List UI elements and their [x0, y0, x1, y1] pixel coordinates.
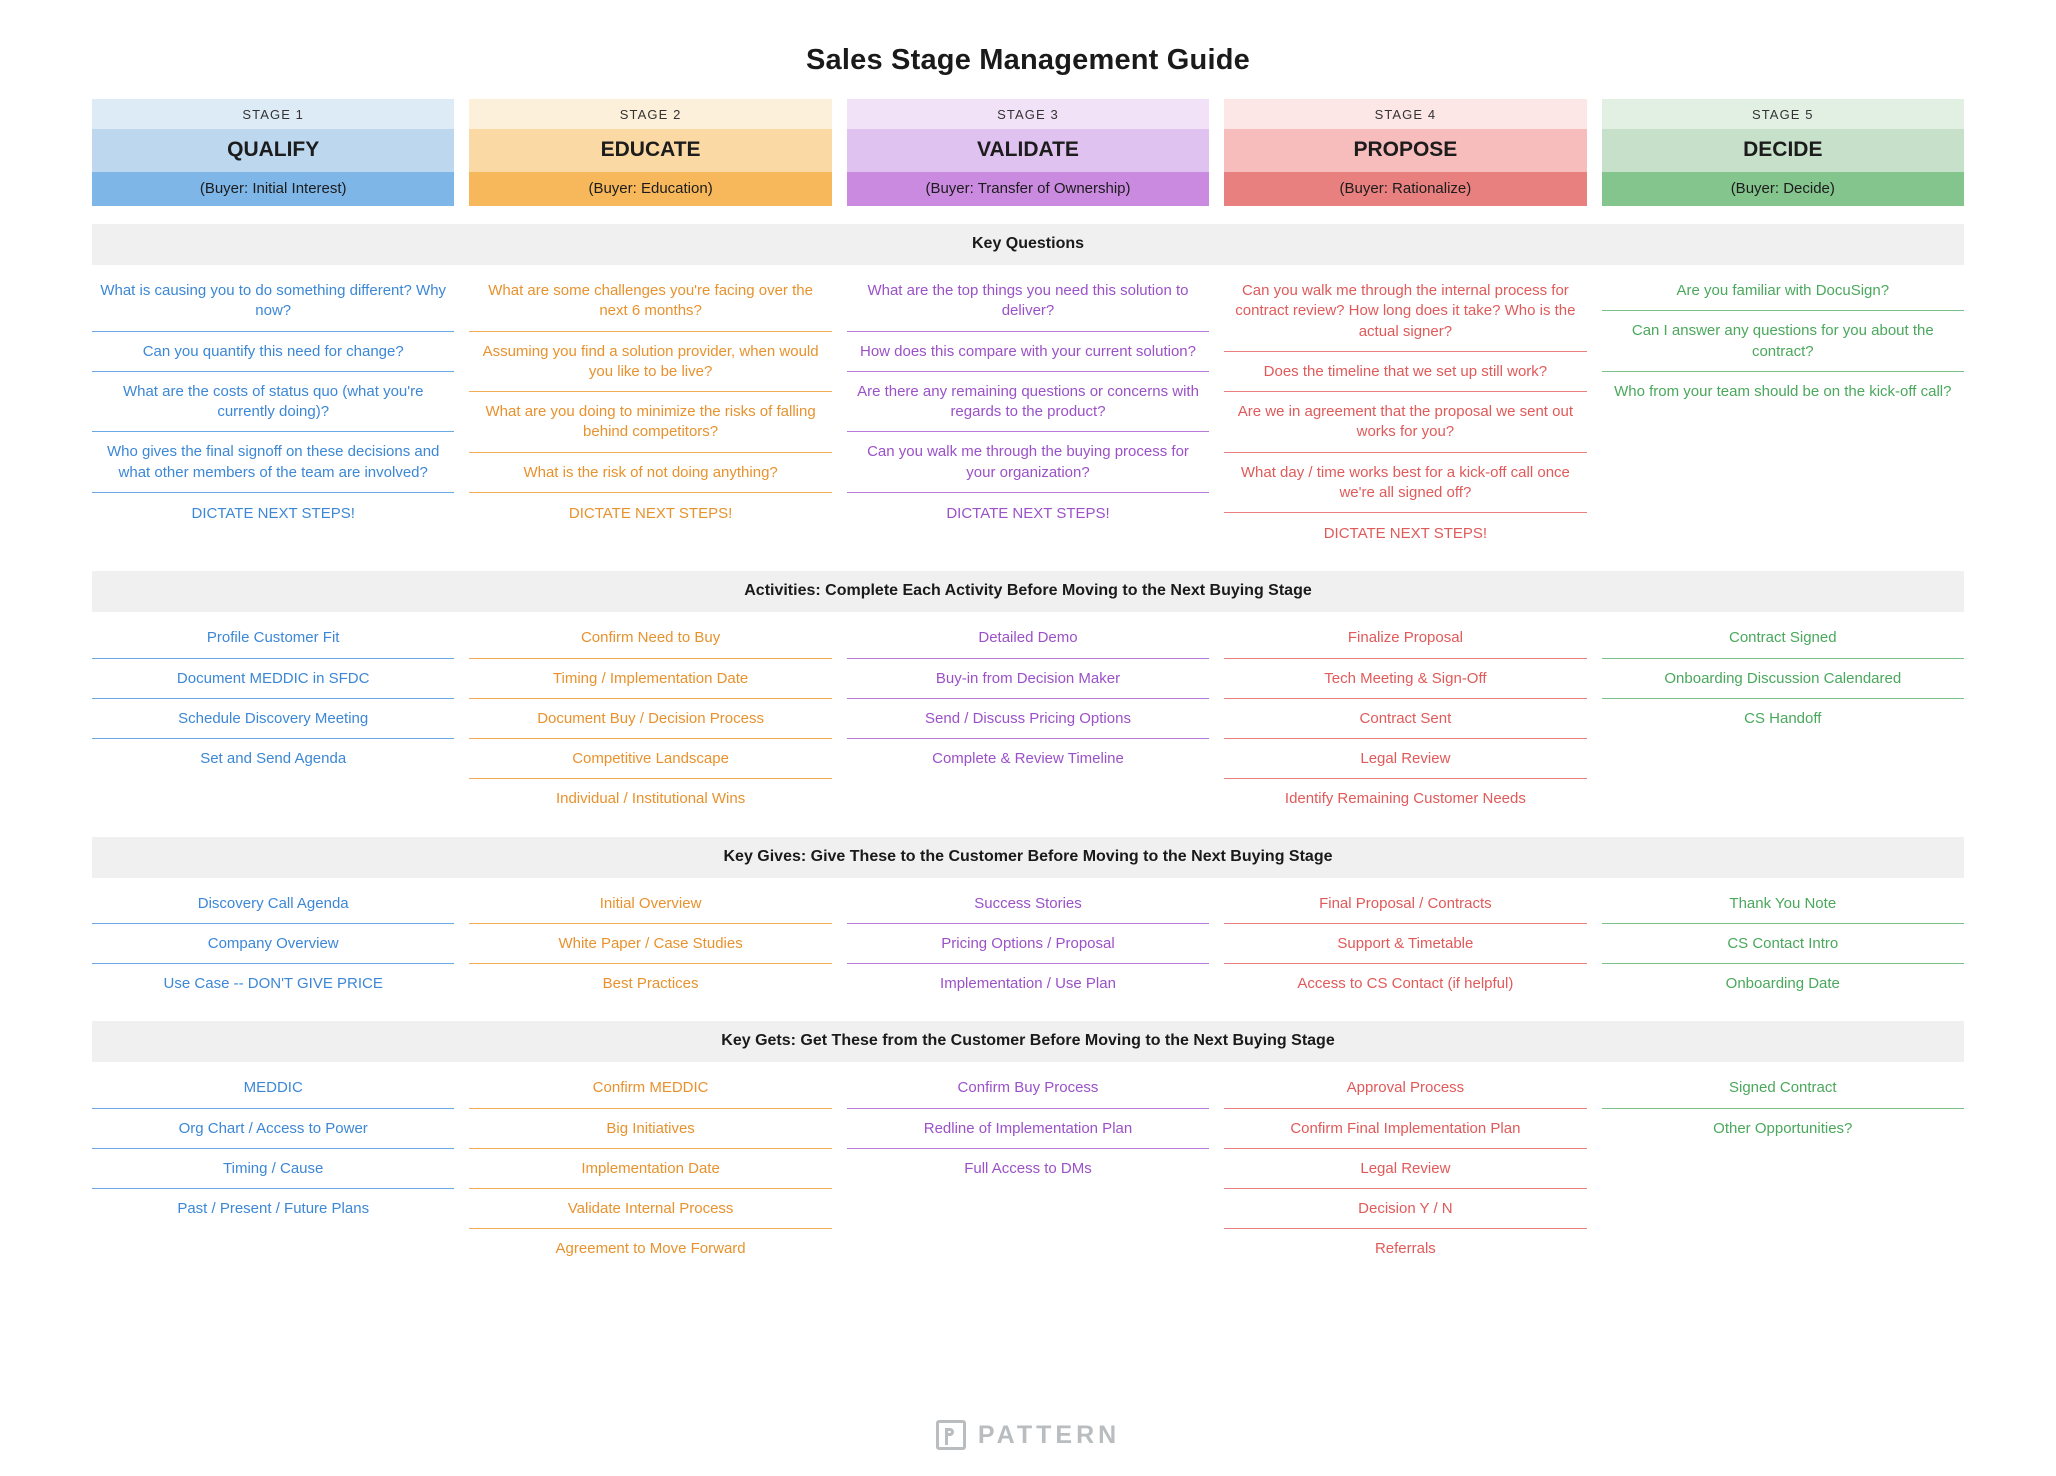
stage-number-5: STAGE 5 [1602, 99, 1964, 129]
section-3-column-2 [469, 884, 831, 1004]
list-item: Past / Present / Future Plans [177, 1200, 370, 1217]
list-item: Who gives the final signoff on these decisions and what other members of the team are involved? [92, 432, 454, 493]
stage-header-4 [1224, 99, 1586, 206]
list-item: Are you familiar with DocuSign? [1602, 271, 1964, 311]
section-4-column-1 [92, 1068, 454, 1268]
list-item: Timing / Cause [92, 1149, 454, 1189]
section-1-column-4 [1224, 271, 1586, 553]
section-heading-1: Key Questions [92, 224, 1964, 265]
list-item: Complete & Review Timeline [932, 750, 1124, 767]
list-item: What are you doing to minimize the risks of falling behind competitors? [469, 392, 831, 453]
section-4-column-5 [1602, 1068, 1964, 1268]
section-4-column-4 [1224, 1068, 1586, 1268]
list-item: Set and Send Agenda [200, 750, 347, 767]
section-3-column-3 [847, 884, 1209, 1004]
list-item: CS Handoff [1744, 709, 1822, 727]
list-item: Contract Sent [1224, 699, 1586, 739]
list-item: What is causing you to do something different? Why now? [92, 271, 454, 332]
stage-buyer-1: (Buyer: Initial Interest) [92, 172, 454, 206]
stage-name-4: PROPOSE [1224, 129, 1586, 172]
stage-header-1 [92, 99, 454, 206]
list-item: Referrals [1374, 1240, 1436, 1258]
list-item: Are there any remaining questions or concerns with regards to the product? [847, 372, 1209, 433]
list-item: Org Chart / Access to Power [92, 1109, 454, 1149]
stage-header-5 [1602, 99, 1964, 206]
list-item: Implementation Date [469, 1149, 831, 1189]
list-item: Document Buy / Decision Process [469, 699, 831, 739]
stage-header-row [92, 99, 1964, 206]
list-item: Full Access to DMs [964, 1159, 1092, 1177]
list-item: Other Opportunities? [1713, 1119, 1853, 1137]
list-item: Company Overview [92, 924, 454, 964]
list-item: Access to CS Contact (if helpful) [1297, 975, 1514, 992]
list-item: Tech Meeting & Sign-Off [1224, 659, 1586, 699]
pattern-logo-icon [936, 1420, 966, 1450]
list-item: What are the top things you need this solution to deliver? [847, 271, 1209, 332]
list-item: Assuming you find a solution provider, when would you like to be live? [469, 332, 831, 393]
section-1-column-1 [92, 271, 454, 553]
list-item: What are some challenges you're facing over the next 6 months? [469, 271, 831, 332]
list-item: Redline of Implementation Plan [847, 1109, 1209, 1149]
stage-number-4: STAGE 4 [1224, 99, 1586, 129]
stage-number-1: STAGE 1 [92, 99, 454, 129]
list-item: Document MEDDIC in SFDC [92, 659, 454, 699]
stage-name-2: EDUCATE [469, 129, 831, 172]
list-item: Timing / Implementation Date [469, 659, 831, 699]
dictate-next-steps: DICTATE NEXT STEPS! [568, 504, 733, 522]
list-item: Are we in agreement that the proposal we sent out works for you? [1224, 392, 1586, 453]
section-4-column-2 [469, 1068, 831, 1268]
section-1-column-2 [469, 271, 831, 553]
list-item: Signed Contract [1602, 1068, 1964, 1108]
stage-number-2: STAGE 2 [469, 99, 831, 129]
stage-header-2 [469, 99, 831, 206]
stage-name-3: VALIDATE [847, 129, 1209, 172]
list-item: Send / Discuss Pricing Options [847, 699, 1209, 739]
dictate-next-steps: DICTATE NEXT STEPS! [946, 504, 1110, 522]
list-item: White Paper / Case Studies [469, 924, 831, 964]
stage-number-3: STAGE 3 [847, 99, 1209, 129]
section-heading-3: Key Gives: Give These to the Customer Before Moving to the Next Buying Stage [92, 837, 1964, 878]
section-body-3 [92, 878, 1964, 1004]
list-item: What day / time works best for a kick-off call once we're all signed off? [1224, 453, 1586, 514]
list-item: Use Case -- DON'T GIVE PRICE [163, 975, 383, 992]
list-item: Can I answer any questions for you about the contract? [1602, 311, 1964, 372]
list-item: Confirm Need to Buy [469, 618, 831, 658]
list-item: Legal Review [1224, 1149, 1586, 1189]
list-item: Confirm Buy Process [847, 1068, 1209, 1108]
list-item: Legal Review [1224, 739, 1586, 779]
list-item: Identify Remaining Customer Needs [1284, 790, 1526, 808]
list-item: Schedule Discovery Meeting [92, 699, 454, 739]
footer-brand [0, 1420, 2056, 1450]
list-item: Can you quantify this need for change? [92, 332, 454, 372]
list-item: Agreement to Move Forward [555, 1240, 746, 1258]
section-2-column-1 [92, 618, 454, 818]
stage-buyer-3: (Buyer: Transfer of Ownership) [847, 172, 1209, 206]
list-item: Support & Timetable [1224, 924, 1586, 964]
list-item: Competitive Landscape [469, 739, 831, 779]
page-title: Sales Stage Management Guide [806, 44, 1250, 76]
list-item: Discovery Call Agenda [92, 884, 454, 924]
list-item: Decision Y / N [1224, 1189, 1586, 1229]
list-item: Onboarding Discussion Calendared [1602, 659, 1964, 699]
list-item: Confirm MEDDIC [469, 1068, 831, 1108]
list-item: Contract Signed [1602, 618, 1964, 658]
dictate-next-steps: DICTATE NEXT STEPS! [191, 504, 355, 522]
list-item: Can you walk me through the buying process for your organization? [847, 432, 1209, 493]
list-item: Best Practices [602, 975, 699, 992]
list-item: Approval Process [1224, 1068, 1586, 1108]
section-body-2 [92, 612, 1964, 818]
section-3-column-4 [1224, 884, 1586, 1004]
section-2-column-3 [847, 618, 1209, 818]
list-item: Pricing Options / Proposal [847, 924, 1209, 964]
list-item: Success Stories [847, 884, 1209, 924]
list-item: Buy-in from Decision Maker [847, 659, 1209, 699]
list-item: Thank You Note [1602, 884, 1964, 924]
list-item: Onboarding Date [1725, 975, 1840, 992]
stage-header-3 [847, 99, 1209, 206]
list-item: Individual / Institutional Wins [555, 790, 746, 808]
section-heading-4: Key Gets: Get These from the Customer Before Moving to the Next Buying Stage [92, 1021, 1964, 1062]
list-item: What are the costs of status quo (what you're currently doing)? [92, 372, 454, 433]
list-item: Final Proposal / Contracts [1224, 884, 1586, 924]
section-3-column-1 [92, 884, 454, 1004]
list-item: Who from your team should be on the kick-off call? [1614, 382, 1952, 400]
section-body-1 [92, 265, 1964, 553]
stage-name-1: QUALIFY [92, 129, 454, 172]
list-item: Does the timeline that we set up still work? [1224, 352, 1586, 392]
section-2-column-2 [469, 618, 831, 818]
list-item: Confirm Final Implementation Plan [1224, 1109, 1586, 1149]
list-item: MEDDIC [92, 1068, 454, 1108]
list-item: Validate Internal Process [469, 1189, 831, 1229]
section-4-column-3 [847, 1068, 1209, 1268]
section-2-column-5 [1602, 618, 1964, 818]
list-item: CS Contact Intro [1602, 924, 1964, 964]
section-body-4 [92, 1062, 1964, 1268]
stage-buyer-2: (Buyer: Education) [469, 172, 831, 206]
list-item: Detailed Demo [847, 618, 1209, 658]
brand-name: PATTERN [977, 1420, 1121, 1449]
section-2-column-4 [1224, 618, 1586, 818]
list-item: How does this compare with your current solution? [847, 332, 1209, 372]
section-heading-2: Activities: Complete Each Activity Before Moving to the Next Buying Stage [92, 571, 1964, 612]
sections-container [92, 224, 1964, 1269]
list-item: Profile Customer Fit [92, 618, 454, 658]
dictate-next-steps: DICTATE NEXT STEPS! [1323, 525, 1488, 542]
section-1-column-5 [1602, 271, 1964, 553]
list-item: Finalize Proposal [1224, 618, 1586, 658]
list-item: Big Initiatives [469, 1109, 831, 1149]
list-item: Can you walk me through the internal process for contract review? How long does it take? Who is the actual signer? [1224, 271, 1586, 352]
section-3-column-5 [1602, 884, 1964, 1004]
stage-buyer-4: (Buyer: Rationalize) [1224, 172, 1586, 206]
list-item: What is the risk of not doing anything? [469, 453, 831, 493]
stage-name-5: DECIDE [1602, 129, 1964, 172]
stage-buyer-5: (Buyer: Decide) [1602, 172, 1964, 206]
section-1-column-3 [847, 271, 1209, 553]
list-item: Initial Overview [469, 884, 831, 924]
list-item: Implementation / Use Plan [940, 975, 1116, 992]
